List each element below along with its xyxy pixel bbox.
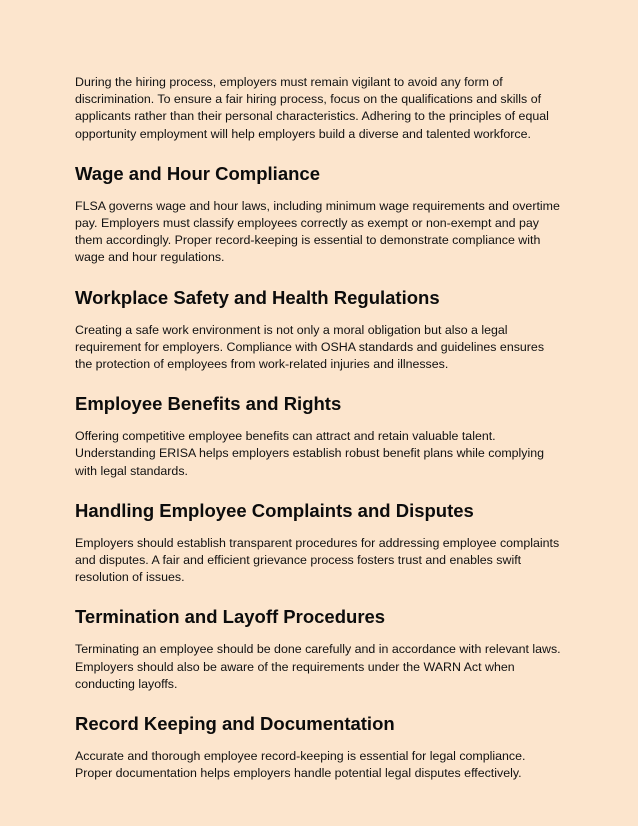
section-body: Accurate and thorough employee record-keeping is essential for legal compliance. Proper documentation helps employers handle potential legal disputes effectively. xyxy=(75,749,526,781)
section-body: Employers should establish transparent procedures for addressing employee complaints and disputes. A fair and efficient grievance process fosters trust and enables swift resolution of issues. xyxy=(75,535,560,585)
section-body: Terminating an employee should be done carefully and in accordance with relevant laws. Employers should also be aware of the requirements under the WARN Act when conducting layoffs. xyxy=(75,642,561,691)
section-body: FLSA governs wage and hour laws, including minimum wage requirements and overtime pay. Employers must classify employees correctly as exempt or non-exempt and pay them accordingly. Proper record-keeping is essential to demonstrate compliance with wage and hour regulations. xyxy=(75,198,560,265)
section-heading: Workplace Safety and Health Regulations xyxy=(75,286,440,308)
section-heading: Employee Benefits and Rights xyxy=(75,393,342,415)
section-termination-layoff xyxy=(75,606,564,693)
intro-paragraph: During the hiring process, employers must remain vigilant to avoid any form of discrimination. To ensure a fair hiring process, focus on the qualifications and skills of applicants rather than their personal characteristics. Adhering to the principles of equal opportunity employment will help employers build a diverse and talented workforce. xyxy=(75,75,549,141)
section-employee-benefits xyxy=(75,393,564,480)
section-heading: Termination and Layoff Procedures xyxy=(75,606,386,628)
section-body: Offering competitive employee benefits can attract and retain valuable talent. Understanding ERISA helps employers establish robust benefit plans while complying with legal standards. xyxy=(75,429,545,478)
section-complaints-disputes xyxy=(75,500,564,587)
section-record-keeping xyxy=(75,713,564,782)
section-body: Creating a safe work environment is not only a moral obligation but also a legal requirement for employers. Compliance with OSHA standards and guidelines ensures the protection of employees from work-related injuries and illnesses. xyxy=(75,322,545,372)
section-wage-hour xyxy=(75,163,564,267)
section-heading: Record Keeping and Documentation xyxy=(75,713,395,735)
section-heading: Handling Employee Complaints and Disputes xyxy=(75,499,474,521)
section-workplace-safety xyxy=(75,287,564,374)
section-heading: Wage and Hour Compliance xyxy=(75,162,320,184)
